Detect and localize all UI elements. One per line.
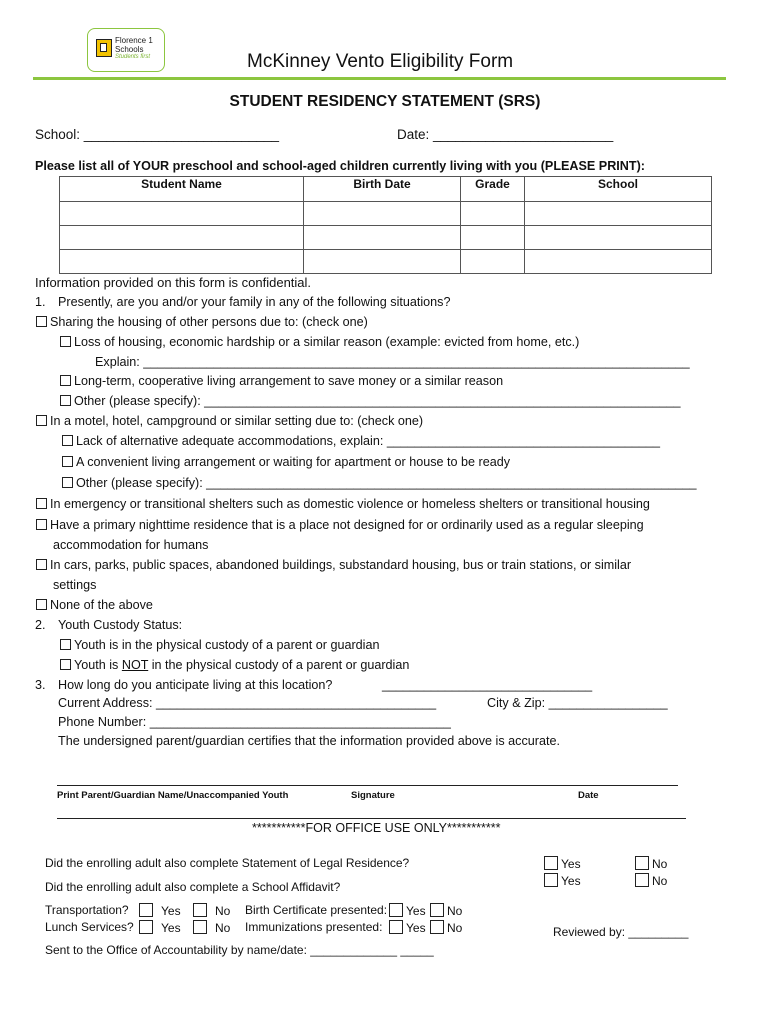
checkbox-transportation-no[interactable] — [193, 903, 207, 917]
birth-cert-no-label: No — [447, 904, 463, 918]
option-other-2-label: Other (please specify): ______________________________________________________________________ — [76, 476, 697, 490]
table-header-row — [60, 177, 712, 202]
col-grade: Grade — [461, 177, 525, 202]
q3-number: 3. — [35, 678, 46, 692]
current-address-field[interactable]: Current Address: ________________________________________ — [58, 696, 437, 710]
legal-yes-label: Yes — [561, 857, 581, 871]
checkbox-motel[interactable] — [36, 415, 47, 426]
checkbox-not-in-custody[interactable] — [60, 659, 71, 670]
form-title: McKinney Vento Eligibility Form — [247, 51, 514, 72]
checkbox-birth-cert-no[interactable] — [430, 903, 444, 917]
certification-text: The undersigned parent/guardian certifies that the information provided above is accurate. — [58, 734, 560, 748]
cell-student-name[interactable] — [60, 250, 304, 274]
table-row — [60, 202, 712, 226]
reviewed-by-field[interactable]: Reviewed by: _________ — [553, 925, 689, 939]
option-primary-label-2: accommodation for humans — [53, 538, 209, 552]
school-affidavit-question: Did the enrolling adult also complete a School Affidavit? — [45, 880, 341, 894]
option-not-label-pre: Youth is — [74, 658, 122, 672]
office-use-heading: ***********FOR OFFICE USE ONLY*********** — [252, 821, 501, 835]
option-long-term[interactable] — [60, 374, 503, 388]
cell-school[interactable] — [525, 202, 712, 226]
checkbox-long-term[interactable] — [60, 375, 71, 386]
birth-certificate-label: Birth Certificate presented: — [245, 903, 388, 917]
checkbox-lack-accommodations[interactable] — [62, 435, 73, 446]
option-long-term-label: Long-term, cooperative living arrangement to save money or a similar reason — [74, 374, 504, 388]
option-lack-label: Lack of alternative adequate accommodations, explain: _______________________________________ — [76, 434, 660, 448]
checkbox-other-1[interactable] — [60, 395, 71, 406]
option-convenient[interactable] — [62, 455, 510, 469]
checkbox-shelter[interactable] — [36, 498, 47, 509]
transportation-no-option[interactable] — [193, 903, 230, 918]
option-cars-label-1: In cars, parks, public spaces, abandoned buildings, substandard housing, bus or train stations, or similar — [50, 558, 632, 572]
checkbox-primary-residence[interactable] — [36, 519, 47, 530]
lunch-yes-option[interactable] — [139, 920, 181, 935]
option-other-2[interactable] — [62, 476, 696, 490]
cell-grade[interactable] — [461, 250, 525, 274]
immunizations-label: Immunizations presented: — [245, 920, 383, 934]
header-divider — [33, 77, 726, 80]
date-field[interactable]: Date: ________________________ — [397, 127, 614, 142]
option-not-in-custody[interactable] — [60, 658, 409, 672]
option-in-custody-label: Youth is in the physical custody of a parent or guardian — [74, 638, 380, 652]
city-zip-field[interactable]: City & Zip: _________________ — [487, 696, 668, 710]
signature-line[interactable] — [57, 785, 678, 786]
confidential-note: Information provided on this form is confidential. — [35, 275, 312, 290]
option-other-1[interactable] — [60, 394, 680, 408]
sent-to-office-field[interactable]: Sent to the Office of Accountability by name/date: _____________ _____ — [45, 943, 434, 957]
checkbox-convenient[interactable] — [62, 456, 73, 467]
immunizations-yes-option[interactable] — [389, 920, 426, 935]
option-motel-label: In a motel, hotel, campground or similar setting due to: (check one) — [50, 414, 424, 428]
option-loss-housing[interactable] — [60, 335, 579, 349]
lunch-yes-label: Yes — [161, 921, 181, 935]
legal-no-label: No — [652, 857, 668, 871]
cell-grade[interactable] — [461, 226, 525, 250]
lunch-label: Lunch Services? — [45, 920, 134, 934]
option-none[interactable] — [36, 598, 153, 612]
option-none-label: None of the above — [50, 598, 153, 612]
checkbox-in-custody[interactable] — [60, 639, 71, 650]
school-field[interactable]: School: __________________________ — [35, 127, 279, 142]
srs-title: STUDENT RESIDENCY STATEMENT (SRS) — [229, 93, 541, 110]
checkbox-lunch-no[interactable] — [193, 920, 207, 934]
checkbox-legal-yes[interactable] — [544, 856, 558, 870]
transportation-label: Transportation? — [45, 903, 129, 917]
cell-school[interactable] — [525, 226, 712, 250]
option-loss-housing-label: Loss of housing, economic hardship or a similar reason (example: evicted from home, etc.) — [74, 335, 580, 349]
immunizations-yes-label: Yes — [406, 921, 426, 935]
affidavit-yes-option[interactable] — [544, 873, 581, 888]
option-other-1-label: Other (please specify): ____________________________________________________________________ — [74, 394, 681, 408]
table-row — [60, 250, 712, 274]
col-school: School — [525, 177, 712, 202]
option-in-custody[interactable] — [60, 638, 379, 652]
duration-field[interactable]: ______________________________ — [382, 678, 593, 692]
checkbox-lunch-yes[interactable] — [139, 920, 153, 934]
checkbox-cars-parks[interactable] — [36, 559, 47, 570]
logo-text-line2: Schools — [115, 45, 144, 54]
q1-number: 1. — [35, 295, 46, 309]
transportation-yes-option[interactable] — [139, 903, 181, 918]
cell-birth-date[interactable] — [304, 226, 461, 250]
option-not-label-post: in the physical custody of a parent or guardian — [148, 658, 410, 672]
lunch-no-option[interactable] — [193, 920, 230, 935]
option-cars-label-2: settings — [53, 578, 97, 592]
q3-text: How long do you anticipate living at this location? — [58, 678, 333, 692]
option-motel[interactable] — [36, 414, 423, 428]
q1-text: Presently, are you and/or your family in any of the following situations? — [58, 295, 451, 309]
checkbox-immunizations-yes[interactable] — [389, 920, 403, 934]
affidavit-no-label: No — [652, 874, 668, 888]
immunizations-no-option[interactable] — [430, 920, 462, 935]
option-sharing-label: Sharing the housing of other persons due to: (check one) — [50, 315, 368, 329]
option-lack-accommodations[interactable] — [62, 434, 660, 448]
label-date: Date — [578, 790, 599, 801]
explain-field-1[interactable]: Explain: ______________________________________________________________________________ — [95, 355, 690, 369]
cell-student-name[interactable] — [60, 202, 304, 226]
checkbox-transportation-yes[interactable] — [139, 903, 153, 917]
checkbox-sharing[interactable] — [36, 316, 47, 327]
checkbox-affidavit-no[interactable] — [635, 873, 649, 887]
children-table — [59, 176, 712, 274]
option-primary-label-1: Have a primary nighttime residence that is a place not designed for or ordinarily used as a regular sleeping — [50, 518, 644, 532]
label-signature: Signature — [351, 790, 395, 801]
option-primary-residence[interactable] — [36, 518, 644, 532]
legal-no-option[interactable] — [635, 856, 667, 871]
logo-mark-icon — [96, 39, 112, 57]
option-not-label-emphasis: NOT — [121, 658, 149, 672]
birth-cert-no-option[interactable] — [430, 903, 462, 918]
cell-grade[interactable] — [461, 202, 525, 226]
immunizations-no-label: No — [447, 921, 463, 935]
affidavit-yes-label: Yes — [561, 874, 581, 888]
col-birth-date: Birth Date — [304, 177, 461, 202]
col-student-name: Student Name — [60, 177, 304, 202]
cell-school[interactable] — [525, 250, 712, 274]
transportation-yes-label: Yes — [161, 904, 181, 918]
legal-yes-option[interactable] — [544, 856, 581, 871]
cell-student-name[interactable] — [60, 226, 304, 250]
q2-number: 2. — [35, 618, 46, 632]
option-shelter[interactable] — [36, 497, 650, 511]
legal-residence-question: Did the enrolling adult also complete Statement of Legal Residence? — [45, 856, 410, 870]
option-sharing[interactable] — [36, 315, 368, 329]
option-convenient-label: A convenient living arrangement or waiting for apartment or house to be ready — [76, 455, 511, 469]
q2-text: Youth Custody Status: — [58, 618, 183, 632]
logo-text-line1: Florence 1 — [115, 36, 153, 45]
cell-birth-date[interactable] — [304, 250, 461, 274]
label-print-name: Print Parent/Guardian Name/Unaccompanied Youth — [57, 790, 289, 801]
checkbox-affidavit-yes[interactable] — [544, 873, 558, 887]
checkbox-loss-housing[interactable] — [60, 336, 71, 347]
option-shelter-label: In emergency or transitional shelters such as domestic violence or homeless shelters or transitional housing — [50, 497, 650, 511]
affidavit-no-option[interactable] — [635, 873, 667, 888]
office-divider — [57, 818, 686, 819]
phone-number-field[interactable]: Phone Number: ___________________________________________ — [58, 715, 451, 729]
birth-cert-yes-label: Yes — [406, 904, 426, 918]
checkbox-birth-cert-yes[interactable] — [389, 903, 403, 917]
transportation-no-label: No — [215, 904, 231, 918]
logo-tagline: Students first — [115, 54, 151, 60]
list-instruction: Please list all of YOUR preschool and school-aged children currently living with you (PLEASE PRINT): — [35, 159, 645, 173]
lunch-no-label: No — [215, 921, 231, 935]
option-cars-parks[interactable] — [36, 558, 631, 572]
cell-birth-date[interactable] — [304, 202, 461, 226]
checkbox-immunizations-no[interactable] — [430, 920, 444, 934]
checkbox-legal-no[interactable] — [635, 856, 649, 870]
checkbox-other-2[interactable] — [62, 477, 73, 488]
checkbox-none[interactable] — [36, 599, 47, 610]
birth-cert-yes-option[interactable] — [389, 903, 426, 918]
table-row — [60, 226, 712, 250]
district-logo — [87, 28, 165, 72]
